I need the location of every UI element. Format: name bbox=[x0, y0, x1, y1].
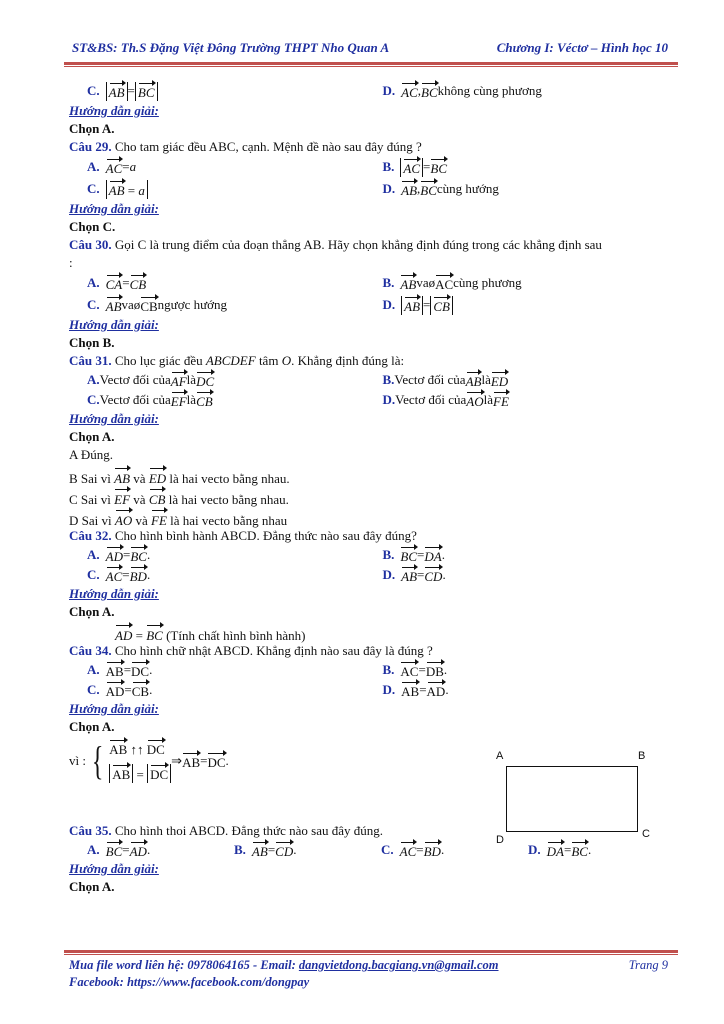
q30-option-d: D. AB = CB bbox=[383, 296, 679, 315]
q30-option-c: C. AB vaø CB ngược hướng bbox=[87, 297, 228, 314]
header-divider-thin bbox=[64, 66, 678, 67]
q34-options-ab bbox=[69, 660, 678, 680]
vertex-b-label: B bbox=[638, 750, 646, 762]
q34-option-b: B. AC = DB . bbox=[382, 662, 448, 679]
q35-guide-heading: Hướng dẫn giải: bbox=[69, 861, 159, 876]
q30-answer: Chọn B. bbox=[69, 335, 115, 350]
q30-option-a: A. CA = CB bbox=[87, 275, 147, 292]
rectangle-figure bbox=[490, 752, 660, 852]
vertex-c-label: C bbox=[642, 828, 650, 840]
q32-option-c: C. AC = BD . bbox=[87, 567, 151, 584]
q32-option-a: A. AD = BC . bbox=[87, 547, 151, 564]
q34-explanation: vì : { AB ↑↑ DC AB = DC ⇒ AB = DC . bbox=[69, 738, 229, 783]
q30-guide-heading: Hướng dẫn giải: bbox=[69, 317, 159, 332]
footer-facebook-link[interactable]: Facebook: https://www.facebook.com/dongpay bbox=[69, 975, 310, 989]
q31-explain-d: D Sai vì AO và FE là hai vecto bằng nhau bbox=[69, 506, 678, 527]
page-header bbox=[72, 40, 668, 60]
header-chapter: Chương I: Véctơ – Hình học 10 bbox=[496, 40, 668, 55]
q28-answer: Chọn A. bbox=[69, 121, 115, 136]
q31-answer: Chọn A. bbox=[69, 429, 115, 444]
q32-answer: Chọn A. bbox=[69, 604, 115, 619]
q28-option-d: D. AC , BC không cùng phương bbox=[382, 83, 542, 100]
q32-option-d: D. AB = CD . bbox=[382, 567, 446, 584]
q35-option-c: C. AC = BD . bbox=[381, 842, 445, 859]
q29-question: Câu 29. Cho tam giác đều ABC, cạnh. Mệnh đề nào sau đây đúng ? bbox=[69, 139, 422, 154]
footer-divider bbox=[64, 950, 678, 953]
q29-option-b: B. AC = BC bbox=[382, 159, 448, 176]
q28-options-cd bbox=[69, 80, 678, 102]
q32-explanation: AD = BC (Tính chất hình bình hành) bbox=[69, 621, 678, 642]
q29-option-a: A. AC = a bbox=[87, 159, 137, 176]
q32-guide-heading: Hướng dẫn giải: bbox=[69, 586, 159, 601]
q35-answer: Chọn A. bbox=[69, 879, 115, 894]
q30-options-cd bbox=[69, 294, 678, 316]
q31-guide-heading: Hướng dẫn giải: bbox=[69, 411, 159, 426]
q34-option-c: C. AD = CB . bbox=[87, 682, 153, 699]
header-divider bbox=[64, 62, 678, 65]
footer-email-link[interactable]: dangvietdong.bacgiang.vn@gmail.com bbox=[298, 958, 499, 972]
footer-contact: Mua file word liên hệ: 0978064165 - Email: bbox=[69, 958, 299, 972]
page-number: Trang 9 bbox=[628, 958, 668, 972]
q29-option-c: C. AB = a bbox=[87, 180, 383, 199]
q31-explain-b: B Sai vì AB và ED là hai vecto bằng nhau. bbox=[69, 464, 678, 485]
q31-option-b: B. Vectơ đối của AB là ED bbox=[382, 372, 509, 389]
q29-options-ab bbox=[69, 156, 678, 178]
q28-guide-heading: Hướng dẫn giải: bbox=[69, 103, 159, 118]
q31-explain-c: C Sai vì EF và CB là hai vecto bằng nhau. bbox=[69, 485, 678, 506]
q34-answer: Chọn A. bbox=[69, 719, 115, 734]
q34-options-cd bbox=[69, 680, 678, 700]
vertex-d-label: D bbox=[496, 834, 504, 846]
q28-option-c: C. AB = BC bbox=[87, 82, 383, 101]
q29-answer: Chọn C. bbox=[69, 219, 116, 234]
header-author: ST&BS: Th.S Đặng Việt Đông Trường THPT Nho Quan A bbox=[72, 40, 390, 55]
q31-option-d: D. Vectơ đối của AO là FE bbox=[382, 392, 509, 409]
q31-explain-a: A Đúng. bbox=[69, 447, 114, 462]
q31-option-a: A. Vectơ đối của AF là DC bbox=[87, 372, 215, 389]
q34-option-d: D. AB = AD . bbox=[382, 682, 449, 699]
q31-option-c: C. Vectơ đối của EF là CB bbox=[87, 392, 213, 409]
q35-option-d: D. DA = BC . bbox=[528, 842, 592, 859]
rectangle-abcd bbox=[506, 766, 638, 832]
q29-option-d: D. AB , BC cùng hướng bbox=[382, 181, 499, 198]
q29-guide-heading: Hướng dẫn giải: bbox=[69, 201, 159, 216]
q32-options-ab bbox=[69, 545, 678, 565]
q31-options-cd bbox=[69, 390, 678, 410]
q34-question: Câu 34. Cho hình chữ nhật ABCD. Khẳng định nào sau đây là đúng ? bbox=[69, 643, 433, 658]
footer-divider-thin bbox=[64, 954, 678, 955]
q32-question: Câu 32. Cho hình bình hành ABCD. Đẳng thức nào sau đây đúng? bbox=[69, 528, 417, 543]
left-brace: { bbox=[91, 738, 104, 783]
q30-question-cont: : bbox=[69, 255, 73, 270]
q31-options-ab bbox=[69, 370, 678, 390]
q31-question: Câu 31. Cho lục giác đều ABCDEF tâm O. Khẳng định đúng là: bbox=[69, 353, 405, 368]
q32-option-b: B. BC = DA . bbox=[382, 547, 445, 564]
q30-question: Câu 30. Gọi C là trung điểm của đoạn thẳng AB. Hãy chọn khẳng định đúng trong các khẳng định sau bbox=[69, 237, 602, 252]
q30-option-b: B. AB vaø AC cùng phương bbox=[382, 275, 522, 292]
vertex-a-label: A bbox=[496, 750, 504, 762]
q29-options-cd bbox=[69, 178, 678, 200]
q30-options-ab bbox=[69, 272, 678, 294]
q32-options-cd bbox=[69, 565, 678, 585]
q35-option-a: A. BC = AD . bbox=[87, 842, 151, 859]
q35-option-b: B. AB = CD . bbox=[234, 842, 297, 859]
q34-option-a: A. AB = DC . bbox=[87, 662, 153, 679]
q34-guide-heading: Hướng dẫn giải: bbox=[69, 701, 159, 716]
q35-question: Câu 35. Cho hình thoi ABCD. Đẳng thức nào sau đây đúng. bbox=[69, 823, 383, 838]
page-footer bbox=[69, 957, 668, 991]
